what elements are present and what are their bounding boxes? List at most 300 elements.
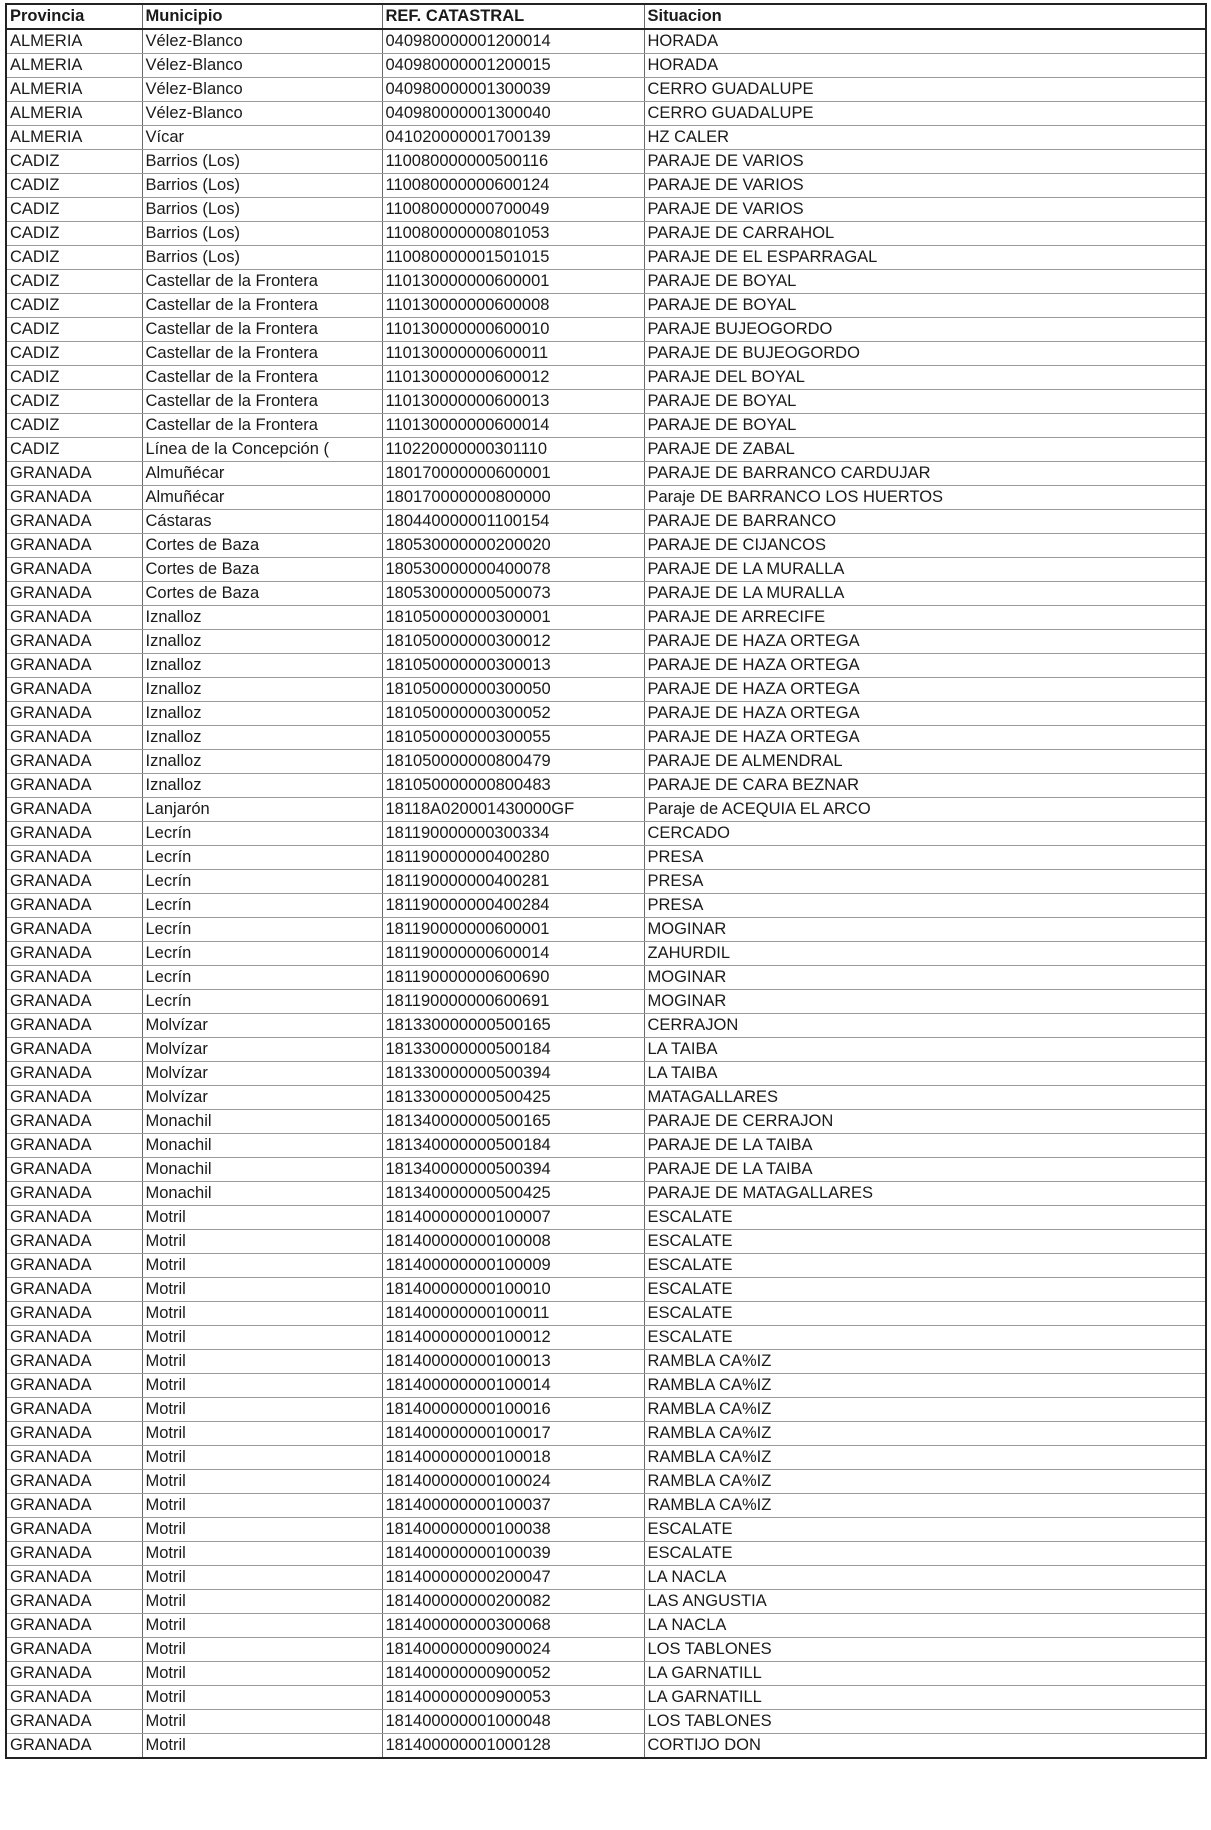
- cell-situacion: ESCALATE: [644, 1230, 1206, 1254]
- table-row: [6, 29, 1206, 54]
- cell-situacion: HZ CALER: [644, 126, 1206, 150]
- table-row: [6, 102, 1206, 126]
- cell-municipio: Lecrín: [142, 846, 382, 870]
- cell-provincia: GRANADA: [6, 1518, 142, 1542]
- cell-provincia: GRANADA: [6, 678, 142, 702]
- cell-situacion: ESCALATE: [644, 1278, 1206, 1302]
- table-row: [6, 126, 1206, 150]
- cell-situacion: PARAJE DE ALMENDRAL: [644, 750, 1206, 774]
- cell-situacion: PARAJE DE HAZA ORTEGA: [644, 678, 1206, 702]
- cell-ref-catastral: 180170000000600001: [382, 462, 644, 486]
- cell-provincia: CADIZ: [6, 222, 142, 246]
- cell-municipio: Motril: [142, 1494, 382, 1518]
- cell-provincia: GRANADA: [6, 510, 142, 534]
- cell-municipio: Lecrín: [142, 918, 382, 942]
- cell-ref-catastral: 180170000000800000: [382, 486, 644, 510]
- cell-municipio: Vélez-Blanco: [142, 102, 382, 126]
- cell-municipio: Iznalloz: [142, 678, 382, 702]
- cell-ref-catastral: 181400000000300068: [382, 1614, 644, 1638]
- cell-ref-catastral: 181190000000300334: [382, 822, 644, 846]
- cell-provincia: CADIZ: [6, 174, 142, 198]
- cell-situacion: PARAJE DE BUJEOGORDO: [644, 342, 1206, 366]
- cell-provincia: GRANADA: [6, 918, 142, 942]
- cell-situacion: PARAJE DE HAZA ORTEGA: [644, 654, 1206, 678]
- cell-provincia: CADIZ: [6, 246, 142, 270]
- cell-municipio: Motril: [142, 1326, 382, 1350]
- cell-ref-catastral: 181400000000100017: [382, 1422, 644, 1446]
- table-row: [6, 558, 1206, 582]
- table-row: [6, 606, 1206, 630]
- cell-situacion: ZAHURDIL: [644, 942, 1206, 966]
- cell-provincia: GRANADA: [6, 1710, 142, 1734]
- table-row: [6, 1662, 1206, 1686]
- table-row: [6, 198, 1206, 222]
- cell-ref-catastral: 181400000000100012: [382, 1326, 644, 1350]
- table-row: [6, 630, 1206, 654]
- cell-provincia: CADIZ: [6, 366, 142, 390]
- cell-provincia: GRANADA: [6, 1590, 142, 1614]
- cell-municipio: Lecrín: [142, 870, 382, 894]
- cell-situacion: ESCALATE: [644, 1518, 1206, 1542]
- cell-provincia: GRANADA: [6, 942, 142, 966]
- cell-municipio: Vélez-Blanco: [142, 78, 382, 102]
- cell-provincia: GRANADA: [6, 1614, 142, 1638]
- cell-municipio: Motril: [142, 1566, 382, 1590]
- cell-ref-catastral: 181340000000500165: [382, 1110, 644, 1134]
- cell-municipio: Castellar de la Frontera: [142, 414, 382, 438]
- table-row: [6, 294, 1206, 318]
- table-row: [6, 774, 1206, 798]
- cell-municipio: Motril: [142, 1638, 382, 1662]
- cell-ref-catastral: 181330000000500165: [382, 1014, 644, 1038]
- table-row: [6, 1062, 1206, 1086]
- table-row: [6, 1374, 1206, 1398]
- table-row: [6, 318, 1206, 342]
- cell-municipio: Vícar: [142, 126, 382, 150]
- cell-ref-catastral: 181340000000500394: [382, 1158, 644, 1182]
- cell-provincia: GRANADA: [6, 606, 142, 630]
- cell-ref-catastral: 040980000001300040: [382, 102, 644, 126]
- cell-situacion: MATAGALLARES: [644, 1086, 1206, 1110]
- cell-municipio: Motril: [142, 1350, 382, 1374]
- cell-ref-catastral: 181400000000100007: [382, 1206, 644, 1230]
- cell-situacion: ESCALATE: [644, 1254, 1206, 1278]
- table-row: [6, 1206, 1206, 1230]
- cell-ref-catastral: 040980000001300039: [382, 78, 644, 102]
- cell-situacion: LA NACLA: [644, 1614, 1206, 1638]
- cell-municipio: Iznalloz: [142, 702, 382, 726]
- cell-provincia: GRANADA: [6, 774, 142, 798]
- table-row: [6, 1710, 1206, 1734]
- cell-provincia: GRANADA: [6, 726, 142, 750]
- cell-ref-catastral: 110130000000600012: [382, 366, 644, 390]
- cell-ref-catastral: 110220000000301110: [382, 438, 644, 462]
- cell-ref-catastral: 181330000000500184: [382, 1038, 644, 1062]
- cell-ref-catastral: 181190000000600691: [382, 990, 644, 1014]
- cell-municipio: Motril: [142, 1662, 382, 1686]
- cell-municipio: Lecrín: [142, 942, 382, 966]
- cell-municipio: Motril: [142, 1302, 382, 1326]
- cell-provincia: GRANADA: [6, 1038, 142, 1062]
- table-row: [6, 1254, 1206, 1278]
- cell-provincia: GRANADA: [6, 1278, 142, 1302]
- cell-provincia: CADIZ: [6, 390, 142, 414]
- cell-municipio: Vélez-Blanco: [142, 29, 382, 54]
- cell-situacion: PARAJE DE BOYAL: [644, 414, 1206, 438]
- cell-provincia: GRANADA: [6, 1686, 142, 1710]
- cell-provincia: CADIZ: [6, 318, 142, 342]
- cell-municipio: Barrios (Los): [142, 150, 382, 174]
- table-row: [6, 1110, 1206, 1134]
- table-row: [6, 1686, 1206, 1710]
- cell-situacion: PARAJE DE VARIOS: [644, 198, 1206, 222]
- cell-situacion: PRESA: [644, 894, 1206, 918]
- cell-provincia: GRANADA: [6, 1230, 142, 1254]
- cell-situacion: CERRO GUADALUPE: [644, 78, 1206, 102]
- cell-municipio: Monachil: [142, 1158, 382, 1182]
- cell-ref-catastral: 040980000001200015: [382, 54, 644, 78]
- table-row: [6, 1614, 1206, 1638]
- table-row: [6, 510, 1206, 534]
- cell-situacion: PARAJE DE BOYAL: [644, 294, 1206, 318]
- table-row: [6, 1494, 1206, 1518]
- cell-ref-catastral: 181050000000300013: [382, 654, 644, 678]
- cell-situacion: PARAJE DE CERRAJON: [644, 1110, 1206, 1134]
- cell-ref-catastral: 110080000001501015: [382, 246, 644, 270]
- cell-provincia: CADIZ: [6, 198, 142, 222]
- cell-provincia: ALMERIA: [6, 102, 142, 126]
- table-row: [6, 582, 1206, 606]
- cell-situacion: PARAJE BUJEOGORDO: [644, 318, 1206, 342]
- cell-ref-catastral: 180530000000500073: [382, 582, 644, 606]
- cell-municipio: Molvízar: [142, 1038, 382, 1062]
- cell-ref-catastral: 181400000000100016: [382, 1398, 644, 1422]
- cell-provincia: GRANADA: [6, 1734, 142, 1759]
- cell-situacion: LAS ANGUSTIA: [644, 1590, 1206, 1614]
- cell-municipio: Castellar de la Frontera: [142, 390, 382, 414]
- table-row: [6, 1326, 1206, 1350]
- cell-municipio: Lecrín: [142, 990, 382, 1014]
- cell-provincia: GRANADA: [6, 966, 142, 990]
- cell-municipio: Motril: [142, 1230, 382, 1254]
- cell-provincia: GRANADA: [6, 750, 142, 774]
- table-row: [6, 222, 1206, 246]
- cell-ref-catastral: 181400000000900024: [382, 1638, 644, 1662]
- table-row: [6, 870, 1206, 894]
- cell-ref-catastral: 180440000001100154: [382, 510, 644, 534]
- table-row: [6, 1086, 1206, 1110]
- cell-municipio: Barrios (Los): [142, 198, 382, 222]
- cell-provincia: GRANADA: [6, 1110, 142, 1134]
- cell-provincia: ALMERIA: [6, 126, 142, 150]
- cell-municipio: Barrios (Los): [142, 222, 382, 246]
- table-row: [6, 966, 1206, 990]
- table-row: [6, 1230, 1206, 1254]
- cell-municipio: Lanjarón: [142, 798, 382, 822]
- cell-provincia: GRANADA: [6, 1206, 142, 1230]
- table-row: [6, 174, 1206, 198]
- cell-provincia: GRANADA: [6, 822, 142, 846]
- table-row: [6, 1350, 1206, 1374]
- table-row: [6, 270, 1206, 294]
- table-row: [6, 894, 1206, 918]
- cell-provincia: GRANADA: [6, 462, 142, 486]
- cell-municipio: Motril: [142, 1518, 382, 1542]
- cell-provincia: GRANADA: [6, 1326, 142, 1350]
- cell-municipio: Lecrín: [142, 966, 382, 990]
- cell-provincia: GRANADA: [6, 1014, 142, 1038]
- cell-municipio: Lecrín: [142, 894, 382, 918]
- cell-municipio: Cortes de Baza: [142, 534, 382, 558]
- cell-situacion: PARAJE DE BARRANCO: [644, 510, 1206, 534]
- header-provincia: Provincia: [6, 4, 142, 29]
- cell-provincia: GRANADA: [6, 1158, 142, 1182]
- table-row: [6, 486, 1206, 510]
- cell-ref-catastral: 040980000001200014: [382, 29, 644, 54]
- cell-provincia: GRANADA: [6, 846, 142, 870]
- cell-provincia: GRANADA: [6, 990, 142, 1014]
- cell-situacion: CERRAJON: [644, 1014, 1206, 1038]
- cell-ref-catastral: 181400000000100037: [382, 1494, 644, 1518]
- cell-situacion: PARAJE DE BARRANCO CARDUJAR: [644, 462, 1206, 486]
- header-situacion: Situacion: [644, 4, 1206, 29]
- cell-situacion: ESCALATE: [644, 1206, 1206, 1230]
- cell-municipio: Motril: [142, 1422, 382, 1446]
- cell-municipio: Barrios (Los): [142, 246, 382, 270]
- cell-ref-catastral: 181400000000100011: [382, 1302, 644, 1326]
- cell-provincia: GRANADA: [6, 582, 142, 606]
- table-row: [6, 990, 1206, 1014]
- table-row: [6, 750, 1206, 774]
- cell-ref-catastral: 110130000000600011: [382, 342, 644, 366]
- cell-ref-catastral: 181050000000300001: [382, 606, 644, 630]
- header-ref-catastral: REF. CATASTRAL: [382, 4, 644, 29]
- cell-provincia: GRANADA: [6, 1542, 142, 1566]
- cell-ref-catastral: 110080000000700049: [382, 198, 644, 222]
- table-row: [6, 654, 1206, 678]
- cell-ref-catastral: 181340000000500184: [382, 1134, 644, 1158]
- cell-situacion: LA GARNATILL: [644, 1686, 1206, 1710]
- table-row: [6, 1734, 1206, 1759]
- cell-provincia: GRANADA: [6, 1638, 142, 1662]
- cell-provincia: ALMERIA: [6, 78, 142, 102]
- cell-situacion: PARAJE DE EL ESPARRAGAL: [644, 246, 1206, 270]
- cell-municipio: Castellar de la Frontera: [142, 294, 382, 318]
- table-body: [6, 29, 1206, 1758]
- cell-situacion: PARAJE DE CARA BEZNAR: [644, 774, 1206, 798]
- cell-ref-catastral: 181400000000100038: [382, 1518, 644, 1542]
- cell-municipio: Motril: [142, 1614, 382, 1638]
- cell-situacion: PARAJE DE MATAGALLARES: [644, 1182, 1206, 1206]
- cell-situacion: PARAJE DE HAZA ORTEGA: [644, 630, 1206, 654]
- cell-situacion: RAMBLA CA%IZ: [644, 1446, 1206, 1470]
- cell-municipio: Cortes de Baza: [142, 582, 382, 606]
- cell-situacion: PARAJE DE ZABAL: [644, 438, 1206, 462]
- cell-situacion: ESCALATE: [644, 1542, 1206, 1566]
- table-row: [6, 1638, 1206, 1662]
- cell-ref-catastral: 041020000001700139: [382, 126, 644, 150]
- table-row: [6, 150, 1206, 174]
- table-row: [6, 1422, 1206, 1446]
- cell-provincia: GRANADA: [6, 534, 142, 558]
- cell-municipio: Iznalloz: [142, 630, 382, 654]
- cell-ref-catastral: 181050000000300052: [382, 702, 644, 726]
- table-row: [6, 822, 1206, 846]
- cell-municipio: Motril: [142, 1686, 382, 1710]
- cell-situacion: MOGINAR: [644, 966, 1206, 990]
- cell-ref-catastral: 110080000000600124: [382, 174, 644, 198]
- cell-municipio: Motril: [142, 1278, 382, 1302]
- cell-ref-catastral: 180530000000200020: [382, 534, 644, 558]
- cell-situacion: RAMBLA CA%IZ: [644, 1422, 1206, 1446]
- cell-situacion: LA NACLA: [644, 1566, 1206, 1590]
- cell-ref-catastral: 181400000000100018: [382, 1446, 644, 1470]
- cell-ref-catastral: 181400000000100010: [382, 1278, 644, 1302]
- cell-situacion: Paraje de ACEQUIA EL ARCO: [644, 798, 1206, 822]
- cell-municipio: Castellar de la Frontera: [142, 366, 382, 390]
- cell-provincia: GRANADA: [6, 1470, 142, 1494]
- cell-situacion: PARAJE DEL BOYAL: [644, 366, 1206, 390]
- cell-situacion: LA TAIBA: [644, 1062, 1206, 1086]
- cell-situacion: PARAJE DE CIJANCOS: [644, 534, 1206, 558]
- cell-provincia: GRANADA: [6, 1350, 142, 1374]
- cell-situacion: RAMBLA CA%IZ: [644, 1350, 1206, 1374]
- cell-provincia: CADIZ: [6, 414, 142, 438]
- table-row: [6, 534, 1206, 558]
- table-row: [6, 390, 1206, 414]
- cell-situacion: PARAJE DE LA TAIBA: [644, 1134, 1206, 1158]
- table-row: [6, 1446, 1206, 1470]
- cell-ref-catastral: 181400000000100013: [382, 1350, 644, 1374]
- cell-ref-catastral: 181400000000100014: [382, 1374, 644, 1398]
- cell-provincia: GRANADA: [6, 702, 142, 726]
- table-row: [6, 1470, 1206, 1494]
- cell-provincia: GRANADA: [6, 486, 142, 510]
- table-row: [6, 1398, 1206, 1422]
- cadastral-table: [5, 3, 1207, 1759]
- table-row: [6, 1518, 1206, 1542]
- cell-provincia: GRANADA: [6, 1062, 142, 1086]
- table-row: [6, 366, 1206, 390]
- table-row: [6, 438, 1206, 462]
- cell-ref-catastral: 181400000001000128: [382, 1734, 644, 1759]
- table-row: [6, 1302, 1206, 1326]
- cell-situacion: PARAJE DE HAZA ORTEGA: [644, 726, 1206, 750]
- cell-municipio: Almuñécar: [142, 462, 382, 486]
- header-row: [6, 4, 1206, 29]
- table-row: [6, 798, 1206, 822]
- cell-situacion: HORADA: [644, 54, 1206, 78]
- cell-municipio: Vélez-Blanco: [142, 54, 382, 78]
- cell-provincia: GRANADA: [6, 798, 142, 822]
- cell-provincia: GRANADA: [6, 654, 142, 678]
- cell-ref-catastral: 181190000000400284: [382, 894, 644, 918]
- cell-provincia: CADIZ: [6, 438, 142, 462]
- table-header: [6, 4, 1206, 29]
- cell-municipio: Iznalloz: [142, 750, 382, 774]
- cell-ref-catastral: 110130000000600008: [382, 294, 644, 318]
- cell-ref-catastral: 181050000000300012: [382, 630, 644, 654]
- table-row: [6, 1182, 1206, 1206]
- cell-ref-catastral: 181330000000500425: [382, 1086, 644, 1110]
- table-row: [6, 1134, 1206, 1158]
- table-row: [6, 1278, 1206, 1302]
- table-row: [6, 1566, 1206, 1590]
- table-row: [6, 726, 1206, 750]
- cell-ref-catastral: 180530000000400078: [382, 558, 644, 582]
- cell-provincia: GRANADA: [6, 630, 142, 654]
- cell-situacion: ESCALATE: [644, 1302, 1206, 1326]
- cell-provincia: CADIZ: [6, 294, 142, 318]
- cell-municipio: Motril: [142, 1374, 382, 1398]
- table-row: [6, 54, 1206, 78]
- cell-municipio: Cástaras: [142, 510, 382, 534]
- cell-situacion: Paraje DE BARRANCO LOS HUERTOS: [644, 486, 1206, 510]
- cell-ref-catastral: 181190000000400281: [382, 870, 644, 894]
- cell-municipio: Iznalloz: [142, 774, 382, 798]
- table-row: [6, 918, 1206, 942]
- cell-provincia: GRANADA: [6, 1398, 142, 1422]
- cell-municipio: Motril: [142, 1590, 382, 1614]
- table-row: [6, 1014, 1206, 1038]
- cell-ref-catastral: 181400000000200047: [382, 1566, 644, 1590]
- cell-situacion: PARAJE DE ARRECIFE: [644, 606, 1206, 630]
- cell-municipio: Motril: [142, 1470, 382, 1494]
- table-row: [6, 1158, 1206, 1182]
- cell-situacion: CORTIJO DON: [647, 1736, 761, 1754]
- cell-ref-catastral: 181190000000600690: [382, 966, 644, 990]
- cell-ref-catastral: 181400000000900052: [382, 1662, 644, 1686]
- cell-municipio: Motril: [142, 1710, 382, 1734]
- cell-ref-catastral: 110130000000600010: [382, 318, 644, 342]
- table-row: [6, 78, 1206, 102]
- cell-municipio: Barrios (Los): [142, 174, 382, 198]
- table-row: [6, 702, 1206, 726]
- cell-situacion: PARAJE DE LA MURALLA: [644, 582, 1206, 606]
- cell-provincia: GRANADA: [6, 1446, 142, 1470]
- cell-situacion: PARAJE DE HAZA ORTEGA: [644, 702, 1206, 726]
- cell-municipio: Iznalloz: [142, 726, 382, 750]
- cell-provincia: CADIZ: [6, 150, 142, 174]
- table-row: [6, 1590, 1206, 1614]
- cell-situacion: HORADA: [644, 29, 1206, 54]
- cell-ref-catastral: 181400000000100039: [382, 1542, 644, 1566]
- cell-situacion: PARAJE DE LA TAIBA: [644, 1158, 1206, 1182]
- cell-municipio: Monachil: [142, 1134, 382, 1158]
- cell-situacion: PRESA: [644, 846, 1206, 870]
- cell-situacion: RAMBLA CA%IZ: [644, 1374, 1206, 1398]
- table-row: [6, 342, 1206, 366]
- cell-ref-catastral: 181190000000400280: [382, 846, 644, 870]
- cell-provincia: GRANADA: [6, 1662, 142, 1686]
- cell-municipio: Castellar de la Frontera: [142, 318, 382, 342]
- cell-provincia: ALMERIA: [6, 54, 142, 78]
- cell-municipio: Iznalloz: [142, 606, 382, 630]
- cell-municipio: Línea de la Concepción (: [142, 438, 382, 462]
- cell-municipio: Motril: [142, 1542, 382, 1566]
- cell-ref-catastral: 181050000000300050: [382, 678, 644, 702]
- cell-municipio: Motril: [142, 1446, 382, 1470]
- cell-ref-catastral: 181050000000800479: [382, 750, 644, 774]
- cell-ref-catastral: 181400000000200082: [382, 1590, 644, 1614]
- cell-situacion: MOGINAR: [644, 990, 1206, 1014]
- table-row: [6, 246, 1206, 270]
- cell-situacion: LA GARNATILL: [644, 1662, 1206, 1686]
- cell-municipio: Molvízar: [142, 1062, 382, 1086]
- table-row: [6, 942, 1206, 966]
- cell-provincia: ALMERIA: [6, 29, 142, 54]
- cell-municipio: Motril: [142, 1254, 382, 1278]
